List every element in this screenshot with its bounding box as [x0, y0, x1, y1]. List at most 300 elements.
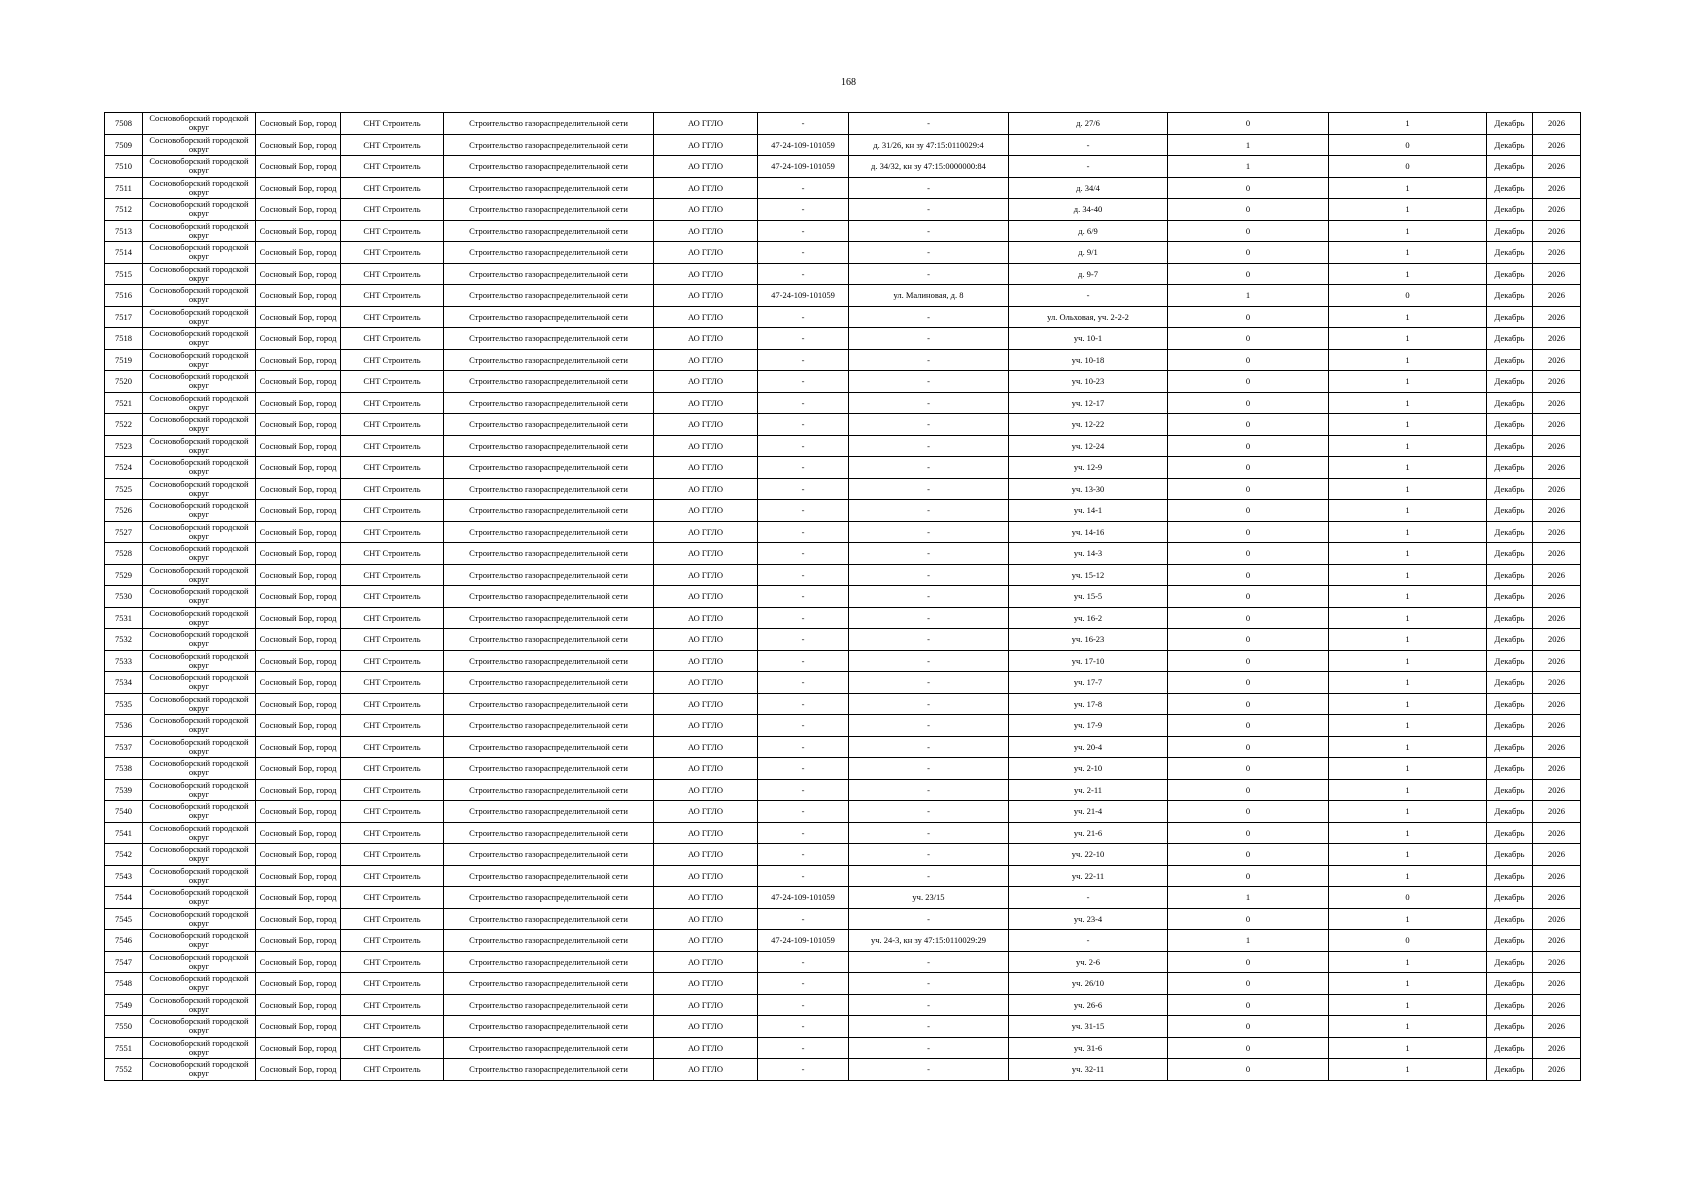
- cell-code: -: [758, 500, 849, 522]
- cell-community: СНТ Строитель: [341, 457, 444, 479]
- cell-quantity-a: 0: [1168, 779, 1329, 801]
- table-row: [105, 951, 1581, 973]
- cell-month: Декабрь: [1487, 156, 1533, 178]
- cell-operator: АО ГГЛО: [654, 844, 758, 866]
- cell-code: 47-24-109-101059: [758, 156, 849, 178]
- table-row: [105, 328, 1581, 350]
- table-row: [105, 349, 1581, 371]
- cell-year: 2026: [1533, 177, 1581, 199]
- cell-month: Декабрь: [1487, 199, 1533, 221]
- cell-quantity-a: 0: [1168, 951, 1329, 973]
- table-row: [105, 543, 1581, 565]
- cell-code: -: [758, 994, 849, 1016]
- cell-settlement: Сосновый Бор, город: [256, 1016, 341, 1038]
- cell-district: [143, 435, 256, 457]
- cell-settlement: Сосновый Бор, город: [256, 371, 341, 393]
- district-label: Сосновоборский городской округ: [149, 199, 249, 218]
- cell-month: Декабрь: [1487, 500, 1533, 522]
- cell-settlement: Сосновый Бор, город: [256, 607, 341, 629]
- cell-settlement: Сосновый Бор, город: [256, 801, 341, 823]
- cell-district: [143, 758, 256, 780]
- table-row: [105, 973, 1581, 995]
- cell-settlement: Сосновый Бор, город: [256, 457, 341, 479]
- cell-quantity-b: 1: [1329, 844, 1487, 866]
- cell-code: -: [758, 715, 849, 737]
- cell-operator: АО ГГЛО: [654, 478, 758, 500]
- cell-community: СНТ Строитель: [341, 736, 444, 758]
- cell-district: [143, 693, 256, 715]
- cell-quantity-b: 1: [1329, 414, 1487, 436]
- cell-year: 2026: [1533, 156, 1581, 178]
- cell-year: 2026: [1533, 1037, 1581, 1059]
- cell-work-type: Строительство газораспределительной сети: [444, 715, 654, 737]
- district-label: Сосновоборский городской округ: [149, 392, 249, 412]
- cell-month: Декабрь: [1487, 392, 1533, 414]
- table-row: [105, 887, 1581, 909]
- cell-community: СНТ Строитель: [341, 285, 444, 307]
- cell-work-type: Строительство газораспределительной сети: [444, 994, 654, 1016]
- cell-settlement: Сосновый Бор, город: [256, 543, 341, 565]
- cell-operator: АО ГГЛО: [654, 285, 758, 307]
- cell-settlement: Сосновый Бор, город: [256, 758, 341, 780]
- cell-quantity-b: 1: [1329, 629, 1487, 651]
- cell-operator: АО ГГЛО: [654, 349, 758, 371]
- table-row: [105, 263, 1581, 285]
- table-row: [105, 478, 1581, 500]
- cell-number: 7520: [105, 371, 143, 393]
- district-label: Сосновоборский городской округ: [149, 693, 249, 713]
- cell-month: Декабрь: [1487, 693, 1533, 715]
- district-label: Сосновоборский городской округ: [149, 500, 249, 519]
- table-row: [105, 779, 1581, 801]
- cell-code: -: [758, 414, 849, 436]
- cell-work-type: Строительство газораспределительной сети: [444, 650, 654, 672]
- cell-month: Декабрь: [1487, 349, 1533, 371]
- cell-quantity-a: 0: [1168, 1059, 1329, 1081]
- cell-community: СНТ Строитель: [341, 994, 444, 1016]
- district-label: Сосновоборский городской округ: [149, 973, 249, 992]
- cell-code: -: [758, 543, 849, 565]
- cell-address-b: уч. 26/10: [1009, 973, 1168, 995]
- table-row: [105, 908, 1581, 930]
- cell-address-b: -: [1009, 930, 1168, 952]
- cell-number: 7524: [105, 457, 143, 479]
- cell-work-type: Строительство газораспределительной сети: [444, 113, 654, 135]
- cell-address-b: уч. 12-9: [1009, 457, 1168, 479]
- cell-address-b: уч. 26-6: [1009, 994, 1168, 1016]
- cell-month: Декабрь: [1487, 371, 1533, 393]
- cell-operator: АО ГГЛО: [654, 521, 758, 543]
- cell-quantity-b: 0: [1329, 887, 1487, 909]
- cell-community: СНТ Строитель: [341, 607, 444, 629]
- cell-community: СНТ Строитель: [341, 156, 444, 178]
- cell-quantity-a: 0: [1168, 177, 1329, 199]
- cell-settlement: Сосновый Бор, город: [256, 349, 341, 371]
- cell-district: [143, 306, 256, 328]
- cell-month: Декабрь: [1487, 435, 1533, 457]
- cell-address-b: ул. Ольховая, уч. 2-2-2: [1009, 306, 1168, 328]
- cell-month: Декабрь: [1487, 457, 1533, 479]
- cell-address-a: д. 34/32, кн зу 47:15:0000000:84: [849, 156, 1009, 178]
- cell-operator: АО ГГЛО: [654, 693, 758, 715]
- cell-community: СНТ Строитель: [341, 478, 444, 500]
- cell-address-a: уч. 23/15: [849, 887, 1009, 909]
- cell-month: Декабрь: [1487, 758, 1533, 780]
- cell-address-a: -: [849, 349, 1009, 371]
- cell-code: -: [758, 1059, 849, 1081]
- cell-address-b: уч. 14-1: [1009, 500, 1168, 522]
- cell-quantity-a: 0: [1168, 672, 1329, 694]
- cell-community: СНТ Строитель: [341, 328, 444, 350]
- cell-quantity-a: 1: [1168, 887, 1329, 909]
- cell-code: -: [758, 263, 849, 285]
- cell-code: -: [758, 478, 849, 500]
- cell-number: 7544: [105, 887, 143, 909]
- cell-number: 7539: [105, 779, 143, 801]
- cell-number: 7511: [105, 177, 143, 199]
- cell-address-b: д. 34-40: [1009, 199, 1168, 221]
- cell-address-b: уч. 13-30: [1009, 478, 1168, 500]
- cell-settlement: Сосновый Бор, город: [256, 779, 341, 801]
- cell-community: СНТ Строитель: [341, 973, 444, 995]
- cell-number: 7525: [105, 478, 143, 500]
- table-row: [105, 156, 1581, 178]
- district-label: Сосновоборский городской округ: [149, 543, 249, 562]
- cell-community: СНТ Строитель: [341, 672, 444, 694]
- cell-number: 7508: [105, 113, 143, 135]
- cell-district: [143, 500, 256, 522]
- cell-address-b: уч. 12-22: [1009, 414, 1168, 436]
- cell-address-a: уч. 24-3, кн зу 47:15:0110029:29: [849, 930, 1009, 952]
- cell-quantity-b: 1: [1329, 371, 1487, 393]
- cell-district: [143, 1016, 256, 1038]
- cell-quantity-a: 0: [1168, 1037, 1329, 1059]
- cell-number: 7522: [105, 414, 143, 436]
- cell-work-type: Строительство газораспределительной сети: [444, 543, 654, 565]
- cell-quantity-a: 1: [1168, 156, 1329, 178]
- cell-number: 7513: [105, 220, 143, 242]
- cell-work-type: Строительство газораспределительной сети: [444, 887, 654, 909]
- cell-district: [143, 457, 256, 479]
- cell-work-type: Строительство газораспределительной сети: [444, 220, 654, 242]
- cell-operator: АО ГГЛО: [654, 156, 758, 178]
- cell-district: [143, 1037, 256, 1059]
- cell-community: СНТ Строитель: [341, 263, 444, 285]
- cell-work-type: Строительство газораспределительной сети: [444, 263, 654, 285]
- cell-work-type: Строительство газораспределительной сети: [444, 672, 654, 694]
- cell-number: 7517: [105, 306, 143, 328]
- cell-year: 2026: [1533, 285, 1581, 307]
- cell-district: [143, 887, 256, 909]
- cell-quantity-b: 1: [1329, 543, 1487, 565]
- cell-number: 7529: [105, 564, 143, 586]
- cell-month: Декабрь: [1487, 715, 1533, 737]
- cell-address-a: -: [849, 177, 1009, 199]
- cell-address-b: уч. 31-15: [1009, 1016, 1168, 1038]
- cell-settlement: Сосновый Бор, город: [256, 1037, 341, 1059]
- cell-address-b: уч. 16-2: [1009, 607, 1168, 629]
- cell-address-b: уч. 21-6: [1009, 822, 1168, 844]
- cell-community: СНТ Строитель: [341, 930, 444, 952]
- cell-month: Декабрь: [1487, 113, 1533, 135]
- district-label: Сосновоборский городской округ: [149, 1037, 249, 1057]
- cell-settlement: Сосновый Бор, город: [256, 650, 341, 672]
- cell-district: [143, 134, 256, 156]
- cell-address-b: д. 9-7: [1009, 263, 1168, 285]
- cell-quantity-b: 1: [1329, 951, 1487, 973]
- cell-settlement: Сосновый Бор, город: [256, 586, 341, 608]
- cell-settlement: Сосновый Бор, город: [256, 908, 341, 930]
- table-row: [105, 930, 1581, 952]
- cell-settlement: Сосновый Бор, город: [256, 564, 341, 586]
- cell-quantity-a: 0: [1168, 973, 1329, 995]
- cell-address-a: -: [849, 371, 1009, 393]
- cell-code: -: [758, 973, 849, 995]
- cell-work-type: Строительство газораспределительной сети: [444, 500, 654, 522]
- cell-community: СНТ Строитель: [341, 865, 444, 887]
- cell-address-b: уч. 14-3: [1009, 543, 1168, 565]
- cell-code: -: [758, 521, 849, 543]
- cell-work-type: Строительство газораспределительной сети: [444, 349, 654, 371]
- cell-address-b: уч. 20-4: [1009, 736, 1168, 758]
- cell-address-b: -: [1009, 285, 1168, 307]
- cell-year: 2026: [1533, 736, 1581, 758]
- cell-operator: АО ГГЛО: [654, 457, 758, 479]
- cell-community: СНТ Строитель: [341, 779, 444, 801]
- cell-district: [143, 629, 256, 651]
- cell-quantity-a: 0: [1168, 736, 1329, 758]
- cell-code: -: [758, 736, 849, 758]
- cell-quantity-a: 0: [1168, 392, 1329, 414]
- cell-operator: АО ГГЛО: [654, 586, 758, 608]
- cell-quantity-a: 0: [1168, 349, 1329, 371]
- cell-work-type: Строительство газораспределительной сети: [444, 392, 654, 414]
- cell-month: Декабрь: [1487, 973, 1533, 995]
- cell-district: [143, 543, 256, 565]
- cell-quantity-a: 0: [1168, 414, 1329, 436]
- table-row: [105, 1037, 1581, 1059]
- cell-address-a: -: [849, 758, 1009, 780]
- cell-work-type: Строительство газораспределительной сети: [444, 242, 654, 264]
- cell-district: [143, 113, 256, 135]
- district-label: Сосновоборский городской округ: [149, 865, 249, 885]
- cell-year: 2026: [1533, 650, 1581, 672]
- cell-month: Декабрь: [1487, 1059, 1533, 1081]
- cell-year: 2026: [1533, 134, 1581, 156]
- cell-address-a: -: [849, 1037, 1009, 1059]
- cell-year: 2026: [1533, 672, 1581, 694]
- cell-settlement: Сосновый Бор, город: [256, 994, 341, 1016]
- table-row: [105, 134, 1581, 156]
- cell-address-a: -: [849, 457, 1009, 479]
- cell-address-a: -: [849, 328, 1009, 350]
- cell-number: 7531: [105, 607, 143, 629]
- cell-district: [143, 156, 256, 178]
- district-label: Сосновоборский городской округ: [149, 801, 249, 820]
- cell-address-b: уч. 10-1: [1009, 328, 1168, 350]
- cell-settlement: Сосновый Бор, город: [256, 242, 341, 264]
- cell-code: -: [758, 435, 849, 457]
- cell-year: 2026: [1533, 306, 1581, 328]
- cell-quantity-b: 1: [1329, 435, 1487, 457]
- cell-number: 7509: [105, 134, 143, 156]
- cell-address-b: уч. 21-4: [1009, 801, 1168, 823]
- cell-code: -: [758, 177, 849, 199]
- table-row: [105, 306, 1581, 328]
- cell-community: СНТ Строитель: [341, 758, 444, 780]
- cell-code: -: [758, 1037, 849, 1059]
- cell-year: 2026: [1533, 521, 1581, 543]
- cell-work-type: Строительство газораспределительной сети: [444, 629, 654, 651]
- cell-quantity-b: 1: [1329, 521, 1487, 543]
- district-label: Сосновоборский городской округ: [149, 564, 249, 584]
- cell-month: Декабрь: [1487, 521, 1533, 543]
- cell-work-type: Строительство газораспределительной сети: [444, 607, 654, 629]
- cell-code: 47-24-109-101059: [758, 134, 849, 156]
- cell-work-type: Строительство газораспределительной сети: [444, 844, 654, 866]
- cell-number: 7545: [105, 908, 143, 930]
- cell-community: СНТ Строитель: [341, 844, 444, 866]
- table-row: [105, 844, 1581, 866]
- cell-year: 2026: [1533, 113, 1581, 135]
- cell-year: 2026: [1533, 199, 1581, 221]
- cell-address-a: -: [849, 392, 1009, 414]
- cell-community: СНТ Строитель: [341, 435, 444, 457]
- cell-code: -: [758, 564, 849, 586]
- cell-quantity-b: 1: [1329, 328, 1487, 350]
- cell-settlement: Сосновый Бор, город: [256, 414, 341, 436]
- cell-district: [143, 736, 256, 758]
- cell-year: 2026: [1533, 457, 1581, 479]
- cell-work-type: Строительство газораспределительной сети: [444, 457, 654, 479]
- cell-quantity-b: 1: [1329, 263, 1487, 285]
- district-label: Сосновоборский городской округ: [149, 113, 249, 132]
- cell-year: 2026: [1533, 500, 1581, 522]
- district-label: Сосновоборский городской округ: [149, 758, 249, 777]
- cell-address-a: -: [849, 306, 1009, 328]
- cell-number: 7543: [105, 865, 143, 887]
- cell-number: 7532: [105, 629, 143, 651]
- cell-work-type: Строительство газораспределительной сети: [444, 521, 654, 543]
- cell-year: 2026: [1533, 801, 1581, 823]
- cell-community: СНТ Строитель: [341, 586, 444, 608]
- cell-number: 7523: [105, 435, 143, 457]
- cell-work-type: Строительство газораспределительной сети: [444, 908, 654, 930]
- cell-settlement: Сосновый Бор, город: [256, 392, 341, 414]
- table-body: [105, 113, 1581, 1081]
- cell-settlement: Сосновый Бор, город: [256, 199, 341, 221]
- cell-district: [143, 951, 256, 973]
- cell-operator: АО ГГЛО: [654, 414, 758, 436]
- cell-month: Декабрь: [1487, 177, 1533, 199]
- cell-settlement: Сосновый Бор, город: [256, 693, 341, 715]
- cell-address-b: уч. 17-9: [1009, 715, 1168, 737]
- table-row: [105, 113, 1581, 135]
- cell-operator: АО ГГЛО: [654, 177, 758, 199]
- district-label: Сосновоборский городской округ: [149, 242, 249, 261]
- cell-address-b: д. 9/1: [1009, 242, 1168, 264]
- cell-district: [143, 414, 256, 436]
- cell-quantity-b: 1: [1329, 607, 1487, 629]
- cell-work-type: Строительство газораспределительной сети: [444, 736, 654, 758]
- cell-address-a: -: [849, 908, 1009, 930]
- cell-district: [143, 242, 256, 264]
- cell-code: -: [758, 758, 849, 780]
- table-row: [105, 414, 1581, 436]
- cell-community: СНТ Строитель: [341, 1016, 444, 1038]
- cell-number: 7518: [105, 328, 143, 350]
- cell-address-b: уч. 2-11: [1009, 779, 1168, 801]
- cell-district: [143, 199, 256, 221]
- cell-community: СНТ Строитель: [341, 801, 444, 823]
- cell-quantity-b: 1: [1329, 349, 1487, 371]
- cell-settlement: Сосновый Бор, город: [256, 715, 341, 737]
- cell-number: 7548: [105, 973, 143, 995]
- cell-operator: АО ГГЛО: [654, 220, 758, 242]
- table-row: [105, 1059, 1581, 1081]
- cell-code: -: [758, 908, 849, 930]
- cell-code: -: [758, 672, 849, 694]
- cell-district: [143, 263, 256, 285]
- cell-operator: АО ГГЛО: [654, 1037, 758, 1059]
- cell-district: [143, 285, 256, 307]
- cell-quantity-a: 0: [1168, 607, 1329, 629]
- cell-number: 7547: [105, 951, 143, 973]
- district-label: Сосновоборский городской округ: [149, 672, 249, 691]
- cell-settlement: Сосновый Бор, город: [256, 1059, 341, 1081]
- cell-address-b: -: [1009, 887, 1168, 909]
- cell-address-a: -: [849, 242, 1009, 264]
- table-row: [105, 758, 1581, 780]
- cell-quantity-b: 1: [1329, 586, 1487, 608]
- cell-address-b: уч. 10-23: [1009, 371, 1168, 393]
- cell-month: Декабрь: [1487, 887, 1533, 909]
- cell-quantity-b: 1: [1329, 801, 1487, 823]
- cell-number: 7526: [105, 500, 143, 522]
- district-label: Сосновоборский городской округ: [149, 822, 249, 842]
- cell-address-a: -: [849, 1016, 1009, 1038]
- cell-settlement: Сосновый Бор, город: [256, 285, 341, 307]
- cell-address-b: д. 6/9: [1009, 220, 1168, 242]
- cell-month: Декабрь: [1487, 629, 1533, 651]
- cell-quantity-a: 0: [1168, 693, 1329, 715]
- cell-operator: АО ГГЛО: [654, 715, 758, 737]
- district-label: Сосновоборский городской округ: [149, 715, 249, 734]
- district-label: Сосновоборский городской округ: [149, 629, 249, 648]
- cell-quantity-a: 0: [1168, 629, 1329, 651]
- cell-year: 2026: [1533, 371, 1581, 393]
- cell-operator: АО ГГЛО: [654, 242, 758, 264]
- cell-year: 2026: [1533, 887, 1581, 909]
- district-label: Сосновоборский городской округ: [149, 586, 249, 605]
- cell-month: Декабрь: [1487, 328, 1533, 350]
- cell-number: 7535: [105, 693, 143, 715]
- cell-operator: АО ГГЛО: [654, 973, 758, 995]
- cell-quantity-a: 0: [1168, 306, 1329, 328]
- cell-settlement: Сосновый Бор, город: [256, 629, 341, 651]
- cell-code: -: [758, 779, 849, 801]
- cell-operator: АО ГГЛО: [654, 650, 758, 672]
- cell-district: [143, 650, 256, 672]
- cell-quantity-b: 1: [1329, 736, 1487, 758]
- cell-address-b: д. 34/4: [1009, 177, 1168, 199]
- cell-work-type: Строительство газораспределительной сети: [444, 328, 654, 350]
- cell-community: СНТ Строитель: [341, 306, 444, 328]
- cell-year: 2026: [1533, 564, 1581, 586]
- district-label: Сосновоборский городской округ: [149, 478, 249, 498]
- district-label: Сосновоборский городской округ: [149, 1016, 249, 1035]
- cell-community: СНТ Строитель: [341, 650, 444, 672]
